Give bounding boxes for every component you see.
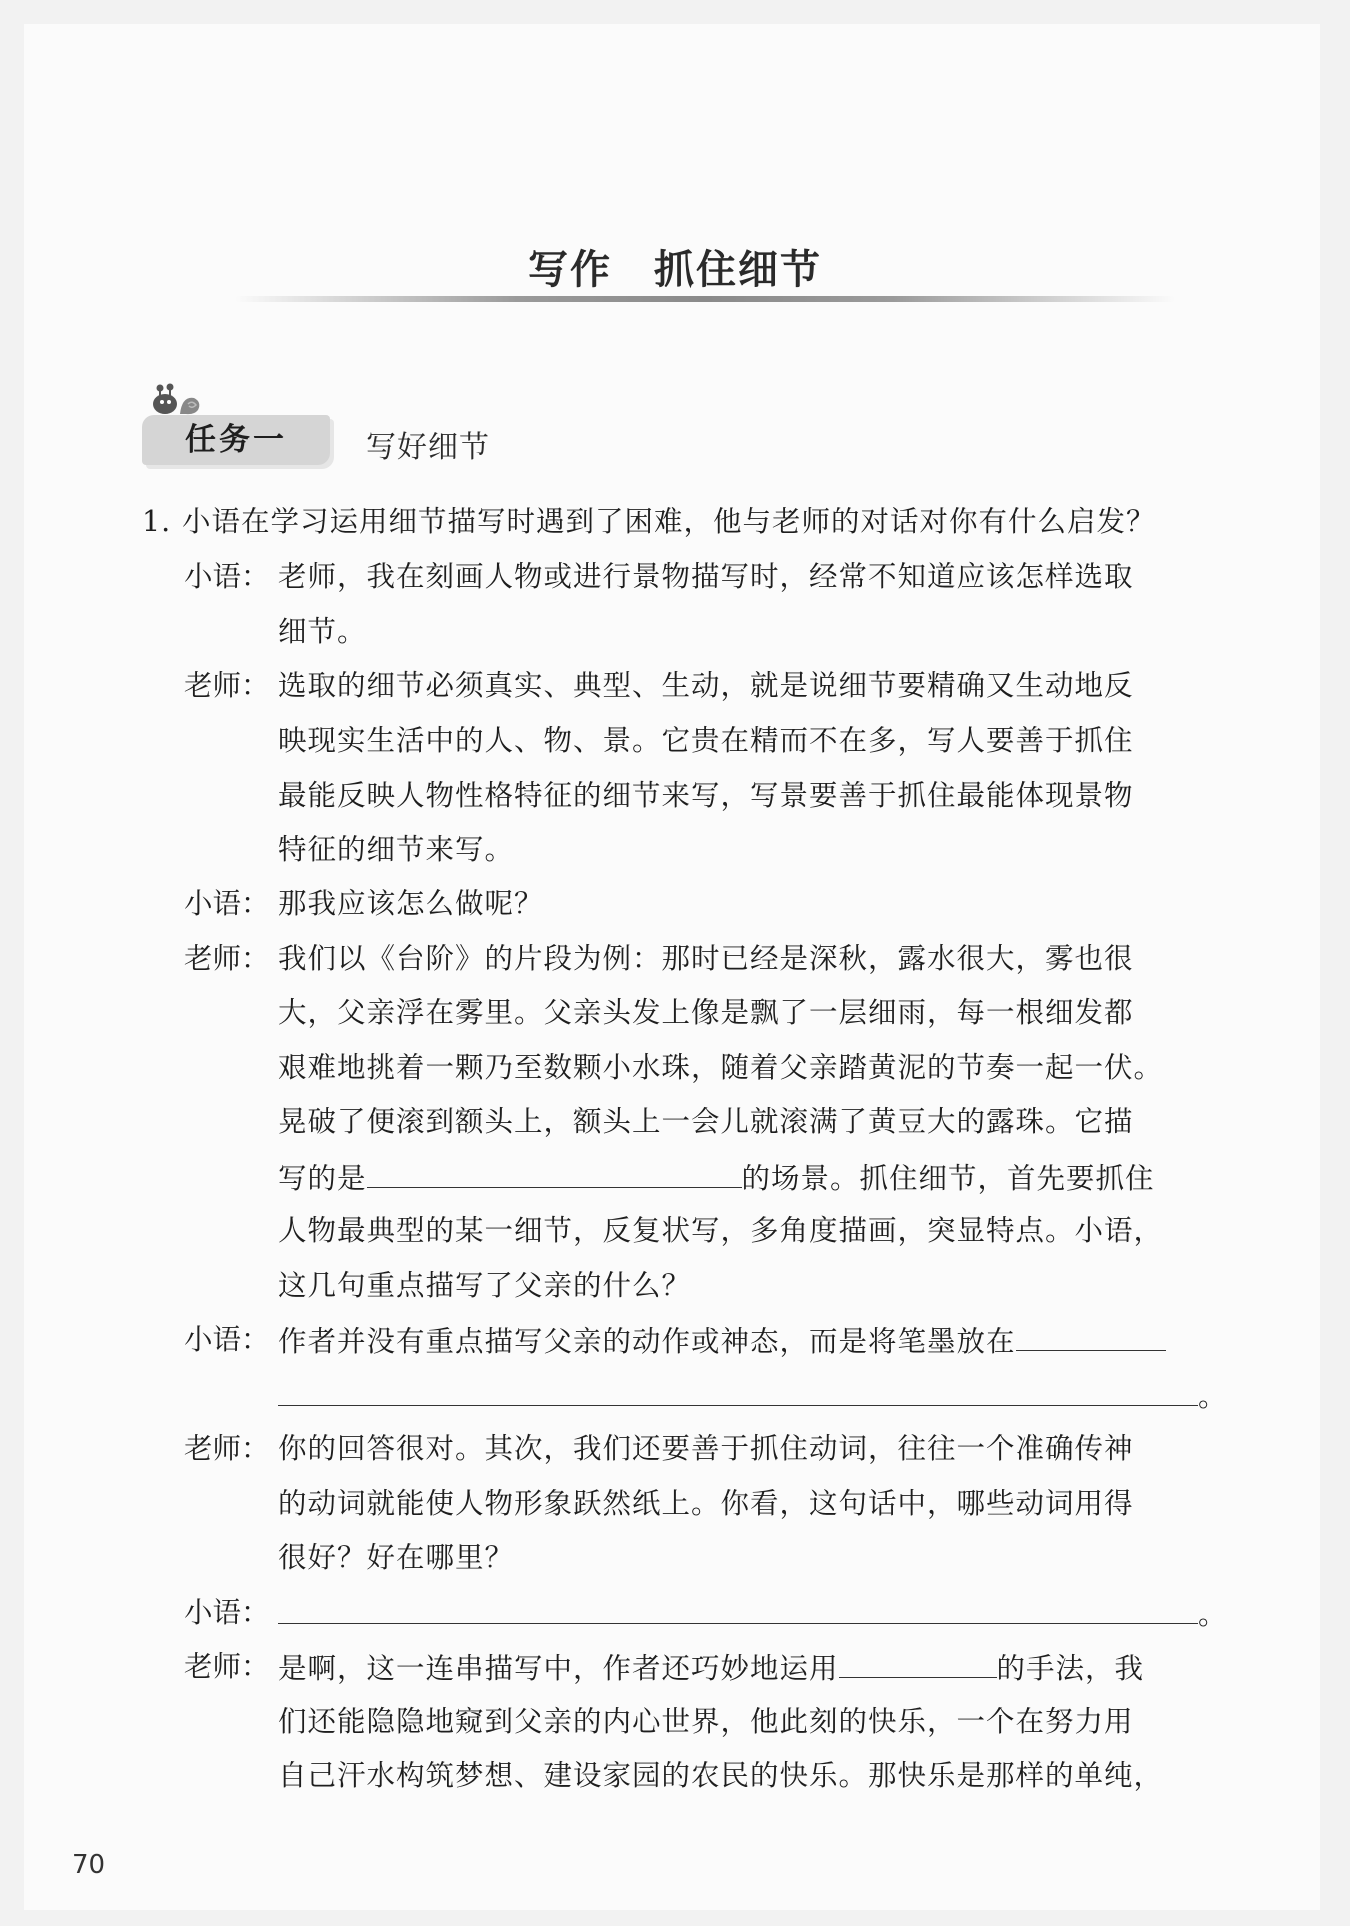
dialogue-line: 细节。 [278, 615, 367, 648]
dialogue-line: 们还能隐隐地窥到父亲的内心世界，他此刻的快乐，一个在努力用 [278, 1705, 1134, 1738]
dialogue-line: 映现实生活中的人、物、景。它贵在精而不在多，写人要善于抓住 [278, 724, 1134, 757]
snail-mascot-icon [150, 378, 204, 416]
task-title: 写好细节 [366, 430, 490, 465]
question-number: 1. [142, 505, 172, 538]
dialogue-line: 老师，我在刻画人物或进行景物描写时，经常不知道应该怎样选取 [278, 560, 1134, 593]
page-title: 写作 抓住细节 [528, 247, 822, 293]
dialogue-line-with-blank: 。 [278, 1375, 1228, 1417]
speaker-label: 老师： [184, 1650, 270, 1683]
dialogue-line: 很好？好在哪里？ [278, 1541, 515, 1574]
speaker-label: 小语： [184, 560, 270, 593]
speaker-label: 老师： [184, 942, 270, 975]
speaker-label: 老师： [184, 1432, 270, 1465]
dialogue-line: 艰难地挑着一颗乃至数颗小水珠，随着父亲踏黄泥的节奏一起一伏。 [278, 1051, 1164, 1084]
dialogue-line-with-blank: 是啊，这一连串描写中，作者还巧妙地运用 的手法，我 [278, 1647, 1144, 1689]
speaker-label: 小语： [184, 1323, 270, 1356]
fill-in-blank[interactable] [367, 1157, 742, 1188]
dialogue-line: 大，父亲浮在雾里。父亲头发上像是飘了一层细雨，每一根细发都 [278, 996, 1134, 1029]
dialogue-line: 晃破了便滚到额头上，额头上一会儿就滚满了黄豆大的露珠。它描 [278, 1105, 1134, 1138]
fill-in-blank[interactable] [278, 1593, 1198, 1624]
dialogue-line-with-blank: 写的是 的场景。抓住细节，首先要抓住 [278, 1157, 1155, 1199]
dialogue-line: 最能反映人物性格特征的细节来写，写景要善于抓住最能体现景物 [278, 779, 1134, 812]
dialogue-line: 选取的细节必须真实、典型、生动，就是说细节要精确又生动地反 [278, 669, 1134, 702]
title-underline [235, 296, 1175, 302]
fill-in-blank[interactable] [1016, 1320, 1166, 1351]
page-number: 70 [72, 1850, 106, 1880]
speaker-label: 小语： [184, 1596, 270, 1629]
speaker-label: 老师： [184, 669, 270, 702]
speaker-label: 小语： [184, 887, 270, 920]
dialogue-line: 你的回答很对。其次，我们还要善于抓住动词，往往一个准确传神 [278, 1432, 1134, 1465]
dialogue-line: 这几句重点描写了父亲的什么？ [278, 1269, 692, 1302]
dialogue-line: 那我应该怎么做呢？ [278, 887, 544, 920]
dialogue-line: 人物最典型的某一细节，反复状写，多角度描画，突显特点。小语， [278, 1214, 1164, 1247]
dialogue-line: 自己汗水构筑梦想、建设家园的农民的快乐。那快乐是那样的单纯， [278, 1759, 1164, 1792]
dialogue-line: 特征的细节来写。 [278, 833, 515, 866]
dialogue-line: 的动词就能使人物形象跃然纸上。你看，这句话中，哪些动词用得 [278, 1487, 1134, 1520]
fill-in-blank[interactable] [278, 1375, 1198, 1406]
fill-in-blank[interactable] [839, 1647, 997, 1678]
dialogue-line-with-blank: 。 [278, 1593, 1228, 1635]
dialogue-line-with-blank: 作者并没有重点描写父亲的动作或神态，而是将笔墨放在 [278, 1320, 1166, 1362]
question-prompt: 小语在学习运用细节描写时遇到了困难，他与老师的对话对你有什么启发？ [182, 505, 1156, 538]
task-badge: 任务一 [142, 415, 330, 465]
dialogue-line: 我们以《台阶》的片段为例：那时已经是深秋，露水很大，雾也很 [278, 942, 1134, 975]
